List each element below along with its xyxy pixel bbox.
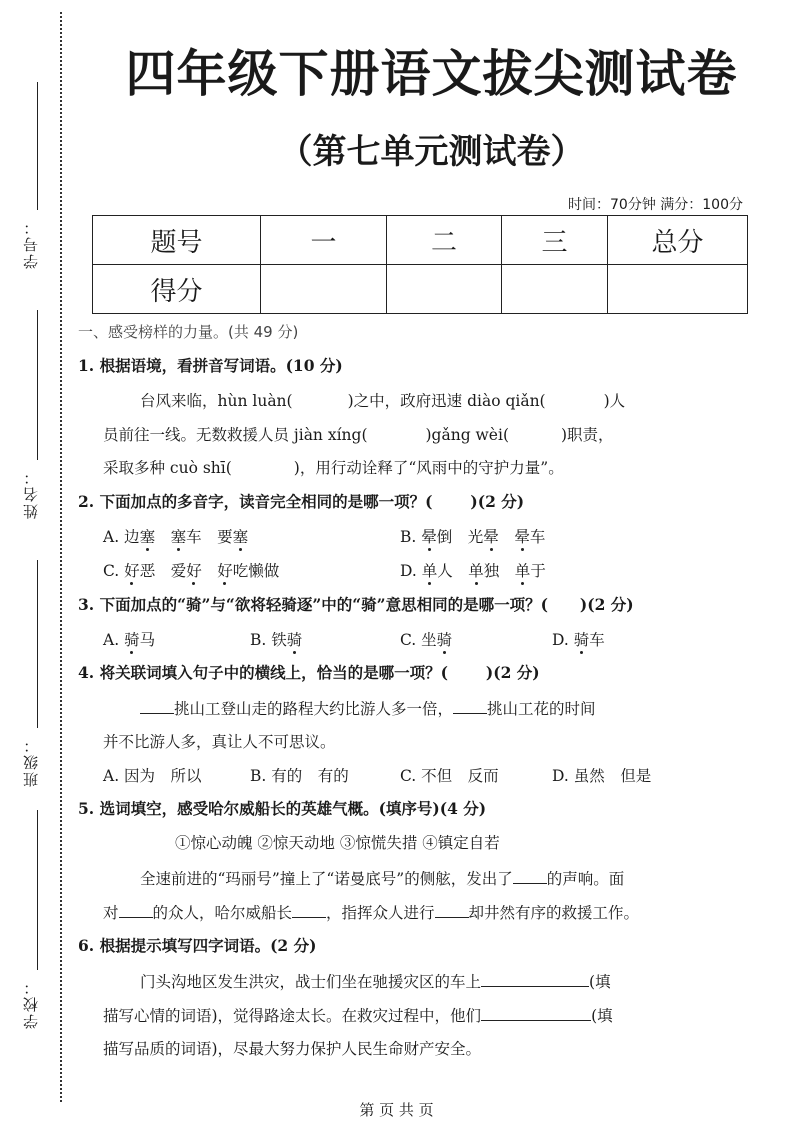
q2-stem-text: 2. 下面加点的多音字，读音完全相同的是哪一项？( bbox=[78, 492, 433, 511]
question-2-option-a bbox=[103, 526, 248, 548]
question-3-stem bbox=[78, 594, 634, 616]
dotted-char: 晕 bbox=[483, 528, 499, 546]
question-4-option-c: C. 不但 反而 bbox=[400, 767, 499, 785]
q4-stem-score: )(2 分) bbox=[485, 663, 540, 682]
question-3-option-c bbox=[400, 629, 452, 651]
score-cell-one: 一 bbox=[261, 216, 387, 265]
q1-text: 员前往一线。无数救援人员 jiàn xíng( bbox=[103, 426, 368, 444]
score-cell-total: 总分 bbox=[608, 216, 748, 265]
q5-text: 的声响。面 bbox=[546, 870, 625, 888]
page-footer: 第 页 共 页 bbox=[359, 1101, 434, 1119]
question-4-line-1 bbox=[140, 697, 596, 720]
q2-text: 于 bbox=[530, 562, 546, 580]
score-table-header-row bbox=[93, 216, 748, 265]
student-id-write-line bbox=[37, 82, 38, 210]
dotted-char: 晕 bbox=[421, 528, 437, 546]
q3-text: B. 铁 bbox=[250, 631, 287, 649]
score-table-score-row bbox=[93, 265, 748, 314]
question-3-option-a bbox=[103, 629, 155, 651]
q2-text: 人 bbox=[437, 562, 469, 580]
q2-text bbox=[155, 528, 171, 546]
q3-stem-text: 3. 下面加点的“骑”与“欲将轻骑逐”中的“骑”意思相同的是哪一项？( bbox=[78, 595, 548, 614]
question-2-option-c bbox=[103, 560, 279, 582]
class-label: 班级： bbox=[22, 736, 40, 787]
q5-blank-4[interactable] bbox=[435, 901, 469, 918]
class-write-line bbox=[37, 560, 38, 728]
score-table bbox=[92, 215, 748, 314]
q6-text: 门头沟地区发生洪灾，战士们坐在驰援灾区的车上 bbox=[140, 973, 482, 991]
dotted-char: 塞 bbox=[139, 528, 156, 546]
q6-blank-2[interactable] bbox=[481, 1004, 591, 1021]
score-row-label: 得分 bbox=[93, 265, 261, 314]
q2-text: 车 要 bbox=[186, 528, 233, 546]
q5-blank-2[interactable] bbox=[119, 901, 153, 918]
q1-text: )人 bbox=[603, 392, 626, 410]
q5-blank-3[interactable] bbox=[292, 901, 326, 918]
score-input-two[interactable] bbox=[387, 265, 502, 314]
dotted-char: 骑 bbox=[286, 631, 303, 649]
q3-text: C. 坐 bbox=[400, 631, 437, 649]
name-label: 姓名： bbox=[22, 468, 40, 519]
dotted-char: 单 bbox=[514, 562, 531, 580]
q2-text: 恶 爱 bbox=[139, 562, 187, 580]
page-subtitle: （第七单元测试卷） bbox=[278, 132, 585, 172]
section-heading: 一、感受榜样的力量。(共 49 分) bbox=[78, 323, 299, 341]
score-input-one[interactable] bbox=[261, 265, 387, 314]
q2-text: D. bbox=[400, 562, 422, 580]
q2-text: 独 bbox=[483, 562, 515, 580]
score-cell-two: 二 bbox=[387, 216, 502, 265]
dotted-char: 好 bbox=[217, 562, 233, 580]
question-1-line-1 bbox=[140, 390, 625, 412]
q1-text: 采取多种 cuò shī( bbox=[103, 459, 232, 477]
q3-text: 马 bbox=[139, 631, 156, 649]
dotted-char: 晕 bbox=[514, 528, 530, 546]
dotted-char: 好 bbox=[124, 562, 140, 580]
q1-text: )，用行动诠释了“风雨中的守护力量”。 bbox=[293, 459, 564, 477]
dotted-char: 骑 bbox=[124, 631, 140, 649]
school-label: 学校： bbox=[22, 978, 40, 1029]
question-3-option-b bbox=[250, 629, 302, 651]
question-5-options: ①惊心动魄 ②惊天动地 ③惊慌失措 ④镇定自若 bbox=[175, 834, 500, 852]
question-3-option-d bbox=[552, 629, 605, 651]
question-4-option-a: A. 因为 所以 bbox=[103, 767, 202, 785]
dotted-char: 单 bbox=[421, 562, 438, 580]
q1-text: 台风来临，hùn luàn( bbox=[140, 392, 293, 410]
question-5-line-1 bbox=[140, 867, 624, 890]
q6-text: (填 bbox=[589, 973, 611, 991]
question-1-line-2 bbox=[103, 424, 614, 446]
q2-text: 倒 光 bbox=[436, 528, 484, 546]
q2-text: A. 边 bbox=[103, 528, 140, 546]
q5-text: 却井然有序的救援工作。 bbox=[468, 904, 640, 922]
question-2-stem bbox=[78, 491, 524, 513]
q3-text: A. bbox=[103, 631, 125, 649]
q6-text: (填 bbox=[591, 1007, 613, 1025]
exam-meta: 时间：70分钟 满分：100分 bbox=[568, 197, 743, 213]
q2-text bbox=[202, 562, 218, 580]
question-1-line-3 bbox=[103, 457, 564, 479]
q5-text: ，指挥众人进行 bbox=[326, 904, 435, 922]
q1-text: )职责， bbox=[561, 426, 614, 444]
question-4-stem bbox=[78, 662, 540, 684]
q3-text: 车 bbox=[589, 631, 605, 649]
school-write-line bbox=[37, 810, 38, 970]
q2-text: 吃懒做 bbox=[232, 562, 280, 580]
dotted-char: 单 bbox=[468, 562, 484, 580]
question-4-line-2: 并不比游人多，真让人不可思议。 bbox=[103, 733, 336, 751]
question-5-stem: 5. 选词填空，感受哈尔威船长的英雄气概。(填序号)(4 分) bbox=[78, 799, 487, 818]
question-5-line-2 bbox=[103, 901, 639, 924]
dotted-char: 骑 bbox=[436, 631, 453, 649]
q4-stem-text: 4. 将关联词填入句子中的横线上，恰当的是哪一项？( bbox=[78, 663, 448, 682]
q2-stem-score: )(2 分) bbox=[470, 492, 525, 511]
page-title: 四年级下册语文拔尖测试卷 bbox=[125, 45, 738, 103]
q5-text: 全速前进的“玛丽号”撞上了“诺曼底号”的侧舷，发出了 bbox=[140, 870, 513, 888]
q4-text: 挑山工花的时间 bbox=[487, 700, 596, 718]
q6-blank-1[interactable] bbox=[481, 970, 589, 987]
student-id-label: 学号： bbox=[22, 218, 40, 269]
dotted-char: 好 bbox=[186, 562, 202, 580]
q1-text: )gǎng wèi( bbox=[425, 426, 509, 444]
q5-text: 的众人，哈尔威船长 bbox=[152, 904, 293, 922]
question-4-option-b: B. 有的 有的 bbox=[250, 767, 349, 785]
q4-blank-1[interactable] bbox=[140, 697, 174, 714]
q2-text: C. bbox=[103, 562, 125, 580]
q2-text bbox=[499, 528, 515, 546]
question-6-line-3: 描写品质的词语)，尽最大努力保护人民生命财产安全。 bbox=[103, 1040, 482, 1058]
q1-text: )之中，政府迅速 diào qiǎn( bbox=[347, 392, 546, 410]
q5-blank-1[interactable] bbox=[513, 867, 547, 884]
dotted-char: 塞 bbox=[232, 528, 249, 546]
question-6-line-2 bbox=[103, 1004, 613, 1027]
q5-text: 对 bbox=[103, 904, 119, 922]
q6-text: 描写心情的词语)，觉得路途太长。在救灾过程中，他们 bbox=[103, 1007, 482, 1025]
binding-dotted-line bbox=[60, 12, 62, 1102]
question-4-option-d: D. 虽然 但是 bbox=[552, 767, 652, 785]
q4-blank-2[interactable] bbox=[453, 697, 487, 714]
question-6-stem: 6. 根据提示填写四字词语。(2 分) bbox=[78, 936, 317, 955]
question-6-line-1 bbox=[140, 970, 611, 993]
q2-text: B. bbox=[400, 528, 422, 546]
question-2-option-d bbox=[400, 560, 546, 582]
q2-text: 车 bbox=[529, 528, 546, 546]
dotted-char: 塞 bbox=[170, 528, 187, 546]
q3-stem-score: )(2 分) bbox=[579, 595, 634, 614]
score-input-three[interactable] bbox=[502, 265, 608, 314]
question-2-option-b bbox=[400, 526, 545, 548]
q4-text: 挑山工登山走的路程大约比游人多一倍， bbox=[174, 700, 454, 718]
score-cell-three: 三 bbox=[502, 216, 608, 265]
score-cell-label: 题号 bbox=[93, 216, 261, 265]
name-write-line bbox=[37, 310, 38, 460]
dotted-char: 骑 bbox=[573, 631, 590, 649]
score-input-total[interactable] bbox=[608, 265, 748, 314]
question-1-stem: 1. 根据语境，看拼音写词语。(10 分) bbox=[78, 356, 343, 375]
q3-text: D. bbox=[552, 631, 574, 649]
